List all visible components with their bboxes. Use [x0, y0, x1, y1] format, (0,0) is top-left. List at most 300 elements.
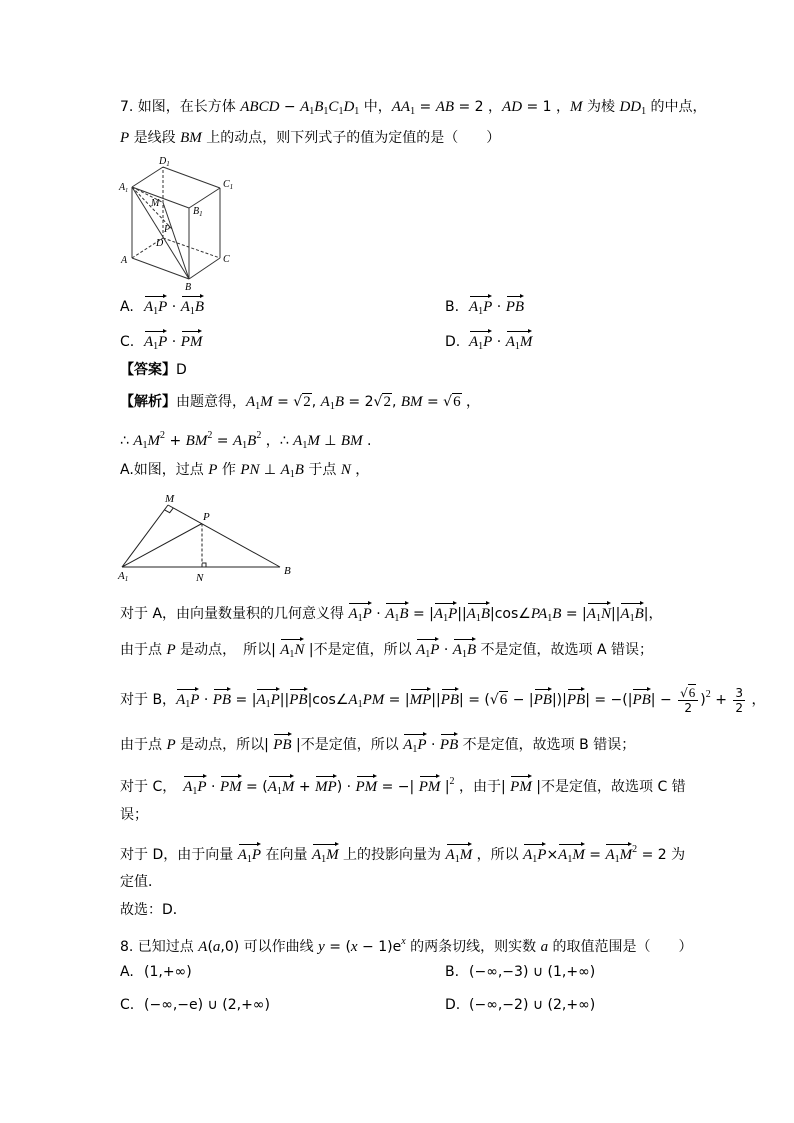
math-variable: P [120, 130, 130, 146]
math-variable: AA [391, 99, 411, 115]
right-angle-mark-n [202, 563, 206, 567]
vector [176, 688, 199, 713]
fraction [733, 686, 745, 715]
subscript: 1 [641, 106, 647, 117]
math-variable: M [570, 99, 583, 115]
math-variable: A [605, 847, 615, 863]
vector [385, 602, 408, 627]
text-run: , [391, 394, 401, 410]
text-run: ， [350, 462, 370, 478]
math-variable: P [166, 642, 176, 658]
math-variable: A [505, 334, 515, 350]
math-variable: M [619, 847, 633, 863]
text-run: ⊥ [259, 462, 281, 478]
text-run: · [167, 334, 181, 350]
option-expression [144, 334, 202, 350]
text-run: | − [650, 692, 677, 708]
math-variable: N [294, 642, 305, 658]
subscript: 1 [478, 341, 484, 352]
text-run: 在向量 [261, 847, 312, 863]
radicand: 6 [453, 394, 461, 410]
superscript: 2 [207, 430, 213, 441]
vector [605, 843, 632, 868]
q7-option-b [445, 295, 524, 320]
math-variable: P [197, 779, 207, 795]
text-run: 的中点， [646, 99, 707, 115]
math-variable: A [469, 299, 479, 315]
text-run: = [212, 433, 233, 449]
math-variable: A [180, 299, 190, 315]
math-variable: A [466, 606, 476, 622]
option-expression [144, 997, 270, 1013]
label-b: B [284, 565, 291, 577]
math-variable: A [246, 394, 256, 410]
subscript: 1 [255, 401, 261, 412]
subscript: 1 [265, 699, 271, 710]
subscript: 1 [309, 106, 315, 117]
radicand: 6 [688, 684, 696, 700]
subscript: 1 [595, 613, 601, 624]
math-variable: BM [180, 130, 202, 146]
subscript: 1 [329, 401, 335, 412]
q7-stem-line-1 [120, 97, 707, 122]
text-run: 为棱 [582, 99, 620, 115]
subscript: 1 [514, 341, 520, 352]
text-run: 误； [120, 807, 148, 823]
text-run: 不是定值，故选项 A 错误； [476, 642, 654, 658]
text-run: 中， [359, 99, 392, 115]
q7-option-a [120, 295, 204, 320]
q8-option-d [445, 995, 595, 1015]
text-run: ∴ [120, 433, 134, 449]
text-run: 对于 A，由向量数量积的几何意义得 [120, 606, 349, 622]
text-run: || [279, 692, 290, 708]
vector [534, 688, 552, 708]
superscript: x [401, 936, 406, 947]
subscript: 1 [153, 306, 159, 317]
q8-option-c [120, 995, 270, 1015]
text-run: ( [207, 939, 213, 955]
edge-bc [189, 258, 220, 279]
text-run: ) · [336, 779, 356, 795]
math-variable: BM [340, 433, 363, 449]
text-run: = [584, 847, 606, 863]
math-variable: P [483, 299, 493, 315]
text-run: | = −(| [585, 692, 633, 708]
math-variable: B [294, 462, 304, 478]
vector [523, 843, 546, 868]
math-variable: PB [566, 692, 586, 708]
subscript: 1 [289, 649, 295, 660]
text-run: − [279, 99, 301, 115]
math-variable: y [318, 939, 325, 955]
vector [289, 688, 307, 708]
vector [280, 638, 304, 663]
subscript: 1 [425, 649, 431, 660]
math-variable: B [247, 433, 257, 449]
radicand: 2 [303, 394, 311, 410]
subscript: 1 [276, 786, 282, 797]
text-run: · [426, 737, 440, 753]
label-a1: A1 [118, 570, 129, 583]
text-run: |不是定值，所以 [291, 737, 404, 753]
text-run: 由题意得， [176, 394, 246, 410]
text-run: D [176, 362, 187, 378]
text-run: 由于点 [120, 737, 167, 753]
subscript: 1 [338, 106, 344, 117]
segment-bm [163, 203, 189, 280]
vector [620, 602, 643, 627]
text-run: 3 [735, 685, 744, 700]
text-run: 作 [217, 462, 241, 478]
math-variable: B [480, 606, 491, 622]
q8-stem [120, 932, 693, 957]
text-run: |cos∠ [490, 606, 531, 622]
text-run: × [546, 847, 559, 863]
text-run: 上的动点，则下列式子的值为定值的是（ ） [201, 130, 501, 146]
math-variable: PB [440, 692, 460, 708]
text-run: ⊥ [319, 433, 341, 449]
vector [558, 843, 585, 868]
fraction-denominator [733, 701, 745, 715]
text-run: − 1)e [357, 939, 402, 955]
option-label: B. [445, 299, 460, 315]
subscript: 1 [394, 613, 400, 624]
math-variable: A [144, 299, 154, 315]
math-variable: PB [289, 692, 308, 708]
text-run: 定值． [120, 874, 162, 890]
edge-c1d1 [163, 167, 220, 188]
option-expression [469, 299, 524, 315]
label-c1: $C_1$ [223, 179, 234, 191]
math-variable: P [430, 642, 440, 658]
edge-d1a1 [132, 167, 163, 187]
vector [144, 295, 167, 320]
fraction [678, 686, 698, 715]
math-variable: M [147, 433, 161, 449]
math-variable: B [314, 99, 324, 115]
vector [213, 688, 231, 708]
text-run: = 1 ， [522, 99, 571, 115]
text-run: 2 [735, 700, 744, 715]
math-variable: D [343, 99, 355, 115]
vector [453, 638, 476, 663]
math-variable: A [320, 394, 330, 410]
q7-solution-line-2 [120, 426, 372, 456]
text-run: = | [408, 606, 434, 622]
text-run: · [492, 299, 506, 315]
bold-text: 【答案】 [120, 362, 176, 378]
math-variable: M [459, 847, 473, 863]
segment-mb [168, 505, 280, 567]
text-run: 的取值范围是（ ） [548, 939, 693, 955]
text-run: = | [231, 692, 257, 708]
math-variable: A [198, 939, 208, 955]
math-variable: A [280, 642, 290, 658]
label-a: A [121, 255, 128, 266]
math-variable: M [307, 433, 320, 449]
vector [183, 775, 206, 800]
text-run: = ( [241, 779, 268, 795]
subscript: 1 [410, 106, 416, 117]
math-variable: ABCD [240, 99, 280, 115]
math-variable: PA [530, 606, 548, 622]
superscript: 2 [632, 844, 638, 855]
math-variable: A [232, 433, 243, 449]
text-run: = √ [422, 394, 453, 410]
math-variable: PM [355, 779, 378, 795]
math-variable: BM [400, 394, 423, 410]
q7-solution-case-b-conclusion [120, 733, 635, 758]
vector [434, 602, 457, 627]
q7-solution-case-a-conclusion [120, 638, 653, 663]
subscript: 1 [567, 854, 573, 865]
vector [181, 295, 204, 320]
math-variable: A [300, 99, 310, 115]
math-variable: P [251, 847, 262, 863]
vector [181, 330, 203, 350]
text-run: = | [561, 606, 587, 622]
math-variable: A [558, 847, 568, 863]
math-variable: MP [315, 779, 337, 795]
text-run: 是线段 [129, 130, 181, 146]
label-c: C [223, 254, 230, 265]
edge-ab [132, 258, 189, 279]
subscript: 1 [189, 306, 195, 317]
math-variable: DD [619, 99, 642, 115]
subscript: 1 [478, 306, 484, 317]
label-m: M [165, 493, 175, 505]
text-run: ， [747, 692, 766, 708]
label-p: P [203, 511, 210, 523]
vector [273, 733, 291, 753]
math-variable: PB [505, 299, 525, 315]
math-variable: B [466, 642, 477, 658]
vector [419, 775, 441, 795]
vector [632, 688, 650, 708]
subscript: 1 [302, 440, 308, 451]
text-run: · [371, 606, 386, 622]
subscript: 1 [412, 744, 418, 755]
vector [144, 330, 167, 355]
math-variable: A [620, 606, 630, 622]
text-run: 不是定值，故选项 B 错误； [458, 737, 636, 753]
vector [256, 688, 279, 713]
math-variable: P [208, 462, 218, 478]
subscript: 1 [192, 786, 198, 797]
text-run: . [362, 433, 372, 449]
math-variable: P [448, 606, 458, 622]
label-a1: $A_1$ [119, 182, 129, 194]
text-run: || [610, 606, 621, 622]
text-run: 于点 [303, 462, 341, 478]
math-variable: A [256, 692, 266, 708]
math-variable: PM [418, 779, 441, 795]
subscript: 1 [461, 649, 467, 660]
vector [506, 330, 533, 355]
text-run: = 2 ， [454, 99, 503, 115]
option-label: D. [445, 334, 461, 350]
text-run: √ [680, 685, 688, 700]
vector [440, 733, 458, 753]
option-expression [469, 997, 595, 1013]
math-variable: PN [240, 462, 260, 478]
math-variable: P [270, 692, 280, 708]
vector [268, 775, 295, 800]
option-expression [144, 964, 192, 980]
math-variable: x [350, 939, 358, 955]
math-variable: A [469, 334, 479, 350]
math-variable: P [166, 737, 176, 753]
edge-a1b1 [132, 187, 189, 208]
edge-dc-hidden [163, 238, 220, 258]
segment-a1m [122, 505, 168, 567]
math-variable: MP [409, 692, 432, 708]
label-n: N [196, 572, 204, 584]
vector [238, 843, 261, 868]
math-variable: A [267, 779, 277, 795]
math-variable: B [399, 606, 409, 622]
subscript: 1 [185, 699, 191, 710]
subscript: 1 [454, 854, 460, 865]
fraction-denominator [682, 701, 694, 715]
math-variable: P [362, 606, 372, 622]
triangle-figure [110, 488, 305, 585]
math-variable: BM [185, 433, 208, 449]
math-variable: P [483, 334, 493, 350]
vector [587, 602, 611, 627]
subscript: 1 [532, 854, 538, 865]
math-variable: A [403, 737, 413, 753]
text-run: (−∞,−2) ∪ (2,+∞) [469, 997, 596, 1013]
q7-solution-case-c [120, 772, 686, 800]
text-run: A.如图，过点 [120, 462, 209, 478]
vector [441, 688, 459, 708]
option-label: A. [120, 299, 134, 315]
superscript: 2 [160, 430, 166, 441]
option-label: C. [120, 334, 135, 350]
text-run: · [439, 642, 453, 658]
text-run: || [431, 692, 441, 708]
label-d: D [156, 238, 164, 249]
text-run: = [415, 99, 436, 115]
q7-solution-case-d-cont [120, 872, 162, 892]
math-variable: M [326, 847, 339, 863]
label-b: B [185, 282, 192, 293]
option-label: D. [445, 997, 461, 1013]
text-run: | = (√ [459, 692, 499, 708]
math-variable: A [445, 847, 455, 863]
math-variable: M [281, 779, 295, 795]
math-variable: N [600, 606, 611, 622]
subscript: 1 [242, 440, 248, 451]
vector [567, 688, 585, 708]
text-run: · [199, 692, 213, 708]
text-run: 对于 B， [120, 692, 177, 708]
option-expression [469, 964, 595, 980]
fraction-numerator [678, 686, 698, 701]
q8-option-b [445, 962, 595, 982]
math-variable: P [417, 737, 427, 753]
math-variable: A [293, 433, 303, 449]
subscript: 1 [443, 613, 449, 624]
text-run: |不是定值，所以 [304, 642, 417, 658]
text-run: ，由于| [454, 779, 511, 795]
q7-final-choice [120, 900, 187, 920]
text-run: 是动点，所以| [175, 737, 274, 753]
text-run: · [167, 299, 181, 315]
text-run: · [206, 779, 220, 795]
math-variable: A [416, 642, 426, 658]
math-variable: A [133, 433, 143, 449]
math-variable: M [260, 394, 273, 410]
subscript: 1 [246, 854, 252, 865]
math-variable: PB [632, 692, 651, 708]
text-run: 2 [684, 700, 693, 715]
vector [348, 602, 371, 627]
text-run: · [492, 334, 506, 350]
vector [469, 295, 492, 320]
cube-figure [110, 150, 250, 295]
text-run: + [165, 433, 186, 449]
text-run: + [710, 692, 732, 708]
label-p: P [164, 224, 171, 235]
option-label: B. [445, 964, 460, 980]
math-variable: A [523, 847, 533, 863]
math-variable: AB [435, 99, 455, 115]
math-variable: PB [212, 692, 232, 708]
text-run: ，所以 [472, 847, 524, 863]
q7-stem-line-2 [120, 128, 500, 148]
text-run: 由于点 [120, 642, 167, 658]
math-variable: C [328, 99, 339, 115]
subscript: 1 [153, 341, 159, 352]
math-variable: A [176, 692, 186, 708]
text-run: 是动点， 所以| [175, 642, 281, 658]
fraction-numerator [733, 686, 745, 701]
math-variable: A [385, 606, 395, 622]
text-run: 对于 C， [120, 779, 184, 795]
q7-option-c [120, 330, 202, 355]
text-run: + [294, 779, 316, 795]
math-variable: A [433, 606, 444, 622]
math-variable: P [537, 847, 547, 863]
vector [506, 295, 524, 315]
math-variable: PM [362, 692, 385, 708]
text-run: |不是定值，故选项 C 错 [531, 779, 686, 795]
label-m: M [151, 198, 160, 209]
vector [220, 775, 242, 795]
math-variable: M [519, 334, 533, 350]
math-variable: B [634, 606, 644, 622]
math-variable: PM [510, 779, 532, 795]
math-variable: A [586, 606, 596, 622]
text-run: = 2√ [343, 394, 383, 410]
option-expression [469, 334, 532, 350]
subscript: 1 [614, 854, 620, 865]
text-run: = −| [377, 779, 419, 795]
q7-solution-case-b [120, 685, 766, 715]
text-run: 8. 已知过点 [120, 939, 199, 955]
text-run: (1,+∞) [144, 964, 192, 980]
segment-a1p [122, 524, 202, 568]
text-run: 对于 D，由于向量 [120, 847, 238, 863]
text-run: 7. 如图，在长方体 [120, 99, 241, 115]
superscript: 2 [449, 776, 455, 787]
text-run: = √ [272, 394, 303, 410]
math-variable: A [348, 692, 358, 708]
math-variable: P [158, 334, 168, 350]
